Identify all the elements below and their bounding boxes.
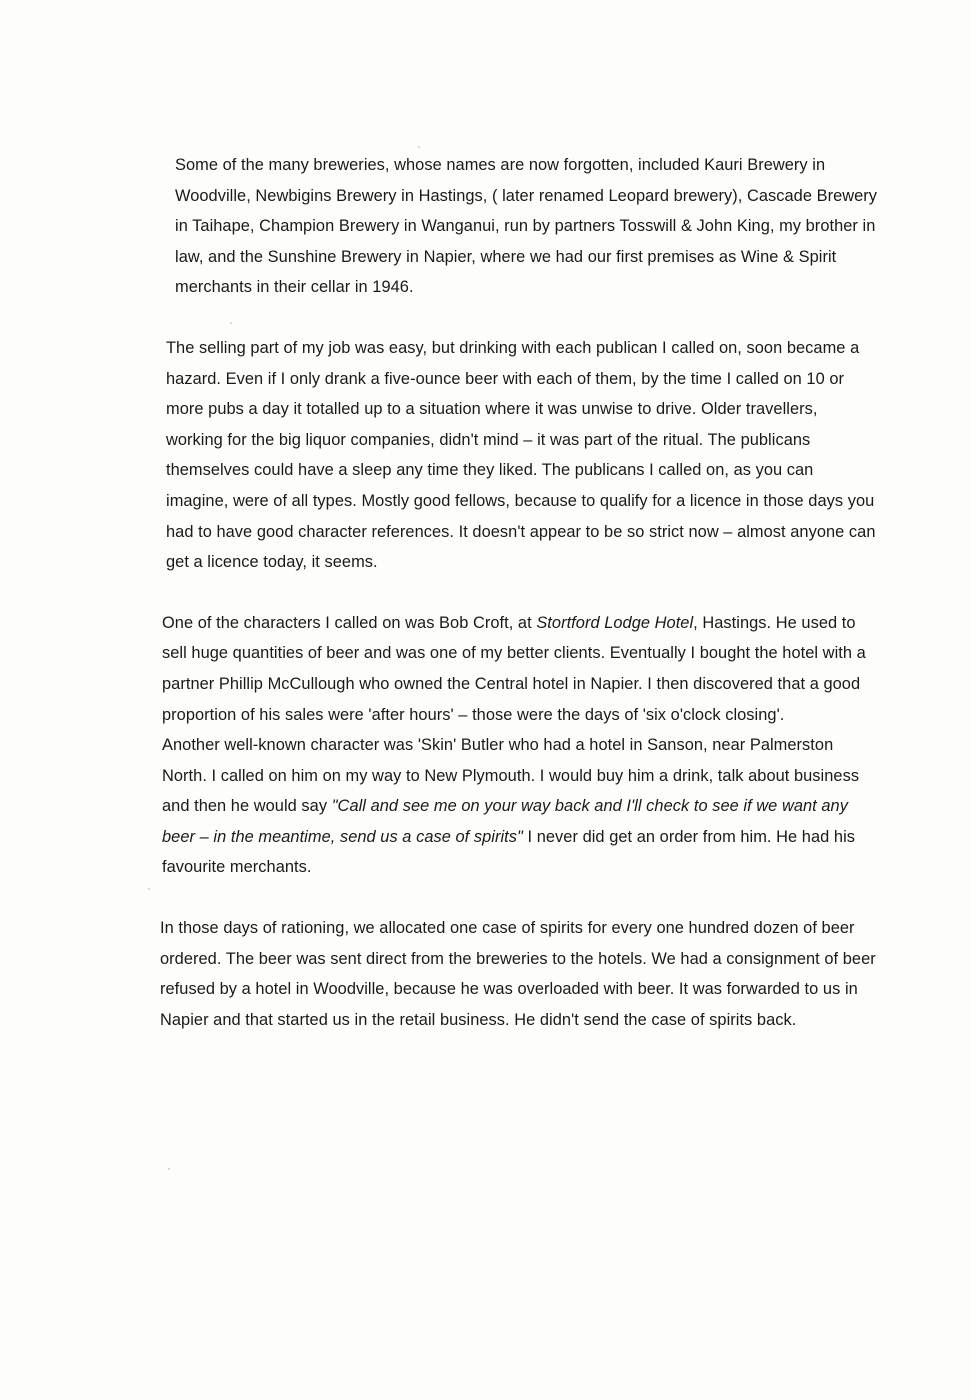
scan-speck [168, 1168, 170, 1170]
document-body [160, 150, 878, 1065]
paragraph-characters [160, 608, 878, 883]
hotel-name: Stortford Lodge Hotel [536, 613, 694, 632]
text-span: , Hastings. He used to sell huge quantities of beer and was one of my better clients. Eventually I bought the hotel with a partner Phillip McCullough who owned the Central hotel in Napier. I then discovered that a good proportion of his sales were 'after hours' – those were the days of 'six o'clock closing'. [162, 613, 866, 724]
scan-speck [148, 888, 150, 890]
paragraph-rationing: In those days of rationing, we allocated one case of spirits for every one hundred dozen of beer ordered. The beer was sent direct from the breweries to the hotels. We had a consignment of beer refused by a hotel in Woodville, because he was overloaded with beer. It was forwarded to us in Napier and that started us in the retail business. He didn't send the case of spirits back. [160, 919, 876, 1029]
scan-speck [418, 146, 420, 148]
paragraph-breweries: Some of the many breweries, whose names are now forgotten, included Kauri Brewery in Woodville, Newbigins Brewery in Hastings, ( later renamed Leopard brewery), Cascade Brewery in Taihape, Champion Brewery in Wanganui, run by partners Tosswill & John King, my brother in law, and the Sunshine Brewery in Napier, where we had our first premises as Wine & Spirit merchants in their cellar in 1946. [175, 156, 878, 297]
paragraph-skin-butler [162, 730, 878, 883]
text-span: I never did get an order from him. He had his favourite merchants. [162, 827, 856, 877]
quote: "Call and see me on your way back and I'll check to see if we want any beer – in the meantime, send us a case of spirits" [162, 797, 848, 846]
text-span: Another well-known character was 'Skin' Butler who had a hotel in Sanson, near Palmerston North. I called on him on my way to New Plymouth. I would buy him a drink, talk about business and then he would say [162, 736, 860, 816]
text-span: One of the characters I called on was Bob Croft, at [162, 613, 537, 632]
paragraph-selling: The selling part of my job was easy, but drinking with each publican I called on, soon became a hazard. Even if I only drank a five-ounce beer with each of them, by the time I called on 10 or more pubs a day it totalled up to a situation where it was unwise to drive. Older travellers, working for the big liquor companies, didn't mind – it was part of the ritual. The publicans themselves could have a sleep any time they liked. The publicans I called on, as you can imagine, were of all types. Mostly good fellows, because to qualify for a licence in those days you had to have good character references. It doesn't appear to be so strict now – almost anyone can get a licence today, it seems. [166, 338, 876, 572]
paragraph-bob-croft [162, 608, 878, 730]
